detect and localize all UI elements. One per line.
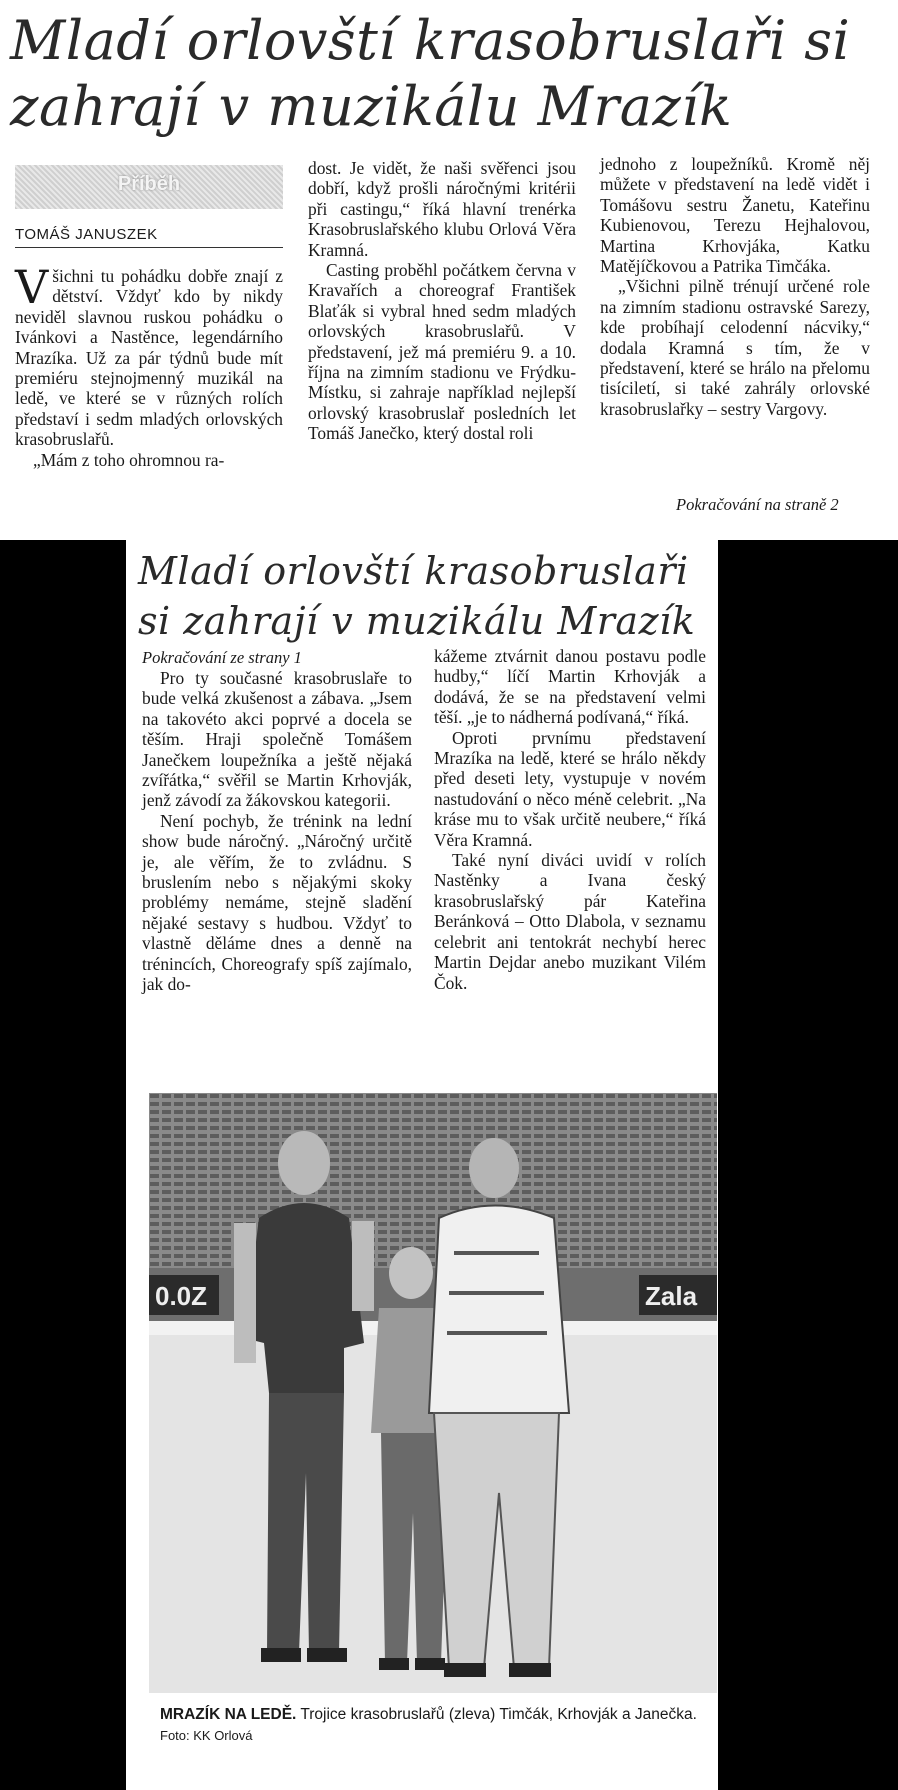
- continued-note: Pokračování na straně 2: [676, 495, 839, 514]
- paragraph: Také nyní diváci uvidí v rolích Nastěnky a Ivana český krasobruslařský pár Kateřina Beránková – Otto Dlabola, v seznamu celebrit ani tentokrát nechybí herec Martin Dejdar anebo muzikant Vilém Čok.: [434, 850, 706, 993]
- photo-illustration: [149, 1093, 717, 1693]
- photo-caption: [160, 1704, 716, 1746]
- caption-title: MRAZÍK NA LEDĚ.: [160, 1706, 297, 1723]
- paragraph: Oproti prvnímu představení Mrazíka na ledě, které se hrálo někdy před deseti lety, vystupuje v novém nastudování o něco méně celebrit. „Na kráse mu to však určitě neubere,“ říká Věra Kramná.: [434, 727, 706, 850]
- drop-cap: V: [15, 260, 49, 314]
- column-2: [434, 646, 706, 993]
- column-1: [15, 260, 283, 470]
- caption-text: Trojice krasobruslařů (zleva) Timčák, Krhovják a Janečka.: [300, 1706, 697, 1723]
- headline-2: Mladí orlovští krasobruslaři si zahrají v muzikálu Mrazík: [138, 549, 696, 643]
- paragraph: dost. Je vidět, že naši svěřenci jsou dobří, když prošli náročnými kritérii při castingu,“ říká hlavní trenérka Krasobruslařského klubu Orlová Věra Kramná.: [308, 158, 576, 260]
- caption-credit: Foto: KK Orlová: [160, 1728, 253, 1743]
- continued-from-note: Pokračování ze strany 1: [142, 648, 302, 667]
- paragraph: „Mám z toho ohromnou ra-: [33, 449, 225, 470]
- column-1: [142, 668, 412, 995]
- byline: TOMÁŠ JANUSZEK: [15, 226, 283, 248]
- banner-right-text: Zala: [645, 1281, 698, 1311]
- column-2: [308, 158, 576, 444]
- photo-skaters: [149, 1093, 717, 1693]
- section-label: Příběh: [117, 173, 181, 195]
- paragraph: Všichni tu pohádku dobře znají z dětství. Vždyť kdo by nikdy neviděl slavnou ruskou pohádku o Ivánkovi a Nastěnce, legendárního Mrazíka. Už za pár týdnů bude mít premiéru stejnojmenný muzikál na ledě, ve které se v různých rolích představí i sedm mladých orlovských krasobruslařů.: [15, 260, 283, 450]
- paragraph: kážeme ztvárnit danou postavu podle hudby,“ líčí Martin Krhovják a dodává, že se na představení velmi těší. „je to nádherná podívaná,“ říká.: [434, 646, 706, 728]
- paragraph: jednoho z loupežníků. Kromě něj můžete v představení na ledě vidět i Tomášovu sestru Žanetu, Kateřinu Kubienovou, Terezu Hejhalovou, Martina Krhovjáka, Katku Matějíčkovou a Patrika Timčáka.: [600, 154, 870, 277]
- paragraph: „Všichni pilně trénují určené role na zimním stadionu ostravské Sarezy, kde probíhají celodenní nácviky,“ dodala Kramná s tím, že v představení, které se hrálo na přelomu tisíciletí, si také zahrály orlovské krasobruslařky – sestry Vargovy.: [600, 276, 870, 419]
- paragraph: Casting proběhl počátkem června v Kravařích a choreograf František Blaťák si vybral hned sedm mladých orlovských krasobruslařů. V představení, jež má premiéru 9. a 10. října na zimním stadionu ve Frýdku-Místku, si zahraje například nejlepší orlovský krasobruslař posledních let Tomáš Janečko, který dostal roli: [308, 260, 576, 444]
- headline-1: Mladí orlovští krasobruslaři si zahrají v muzikálu Mrazík: [10, 9, 851, 138]
- banner-left-text: 0.0Z: [155, 1281, 208, 1311]
- paragraph: Pro ty současné krasobruslaře to bude velká zkušenost a zábava. „Jsem na takovéto akci poprvé a docela se těším. Hraji společně Tomášem Janečkem loupežníka a ještě nějaká zvířátka,“ svěřil se Martin Krhovják, jenž závodí za žákovskou kategorii.: [142, 668, 412, 811]
- article-clip-2: [126, 540, 718, 1790]
- article-clip-1: [0, 0, 898, 540]
- section-label-box: [15, 165, 283, 209]
- paragraph: Není pochyb, že trénink na lední show bude náročný. „Náročný určitě je, ale věřím, že to zvládnu. S bruslením nebo s nějakými skoky problémy nemáme, stejně sladění nějaké sestavy s hudbou. Vždyť to vlastně děláme dnes a denně na trénincích, Choreografy spíš zajímalo, jak do-: [142, 810, 412, 995]
- column-3: [600, 154, 870, 419]
